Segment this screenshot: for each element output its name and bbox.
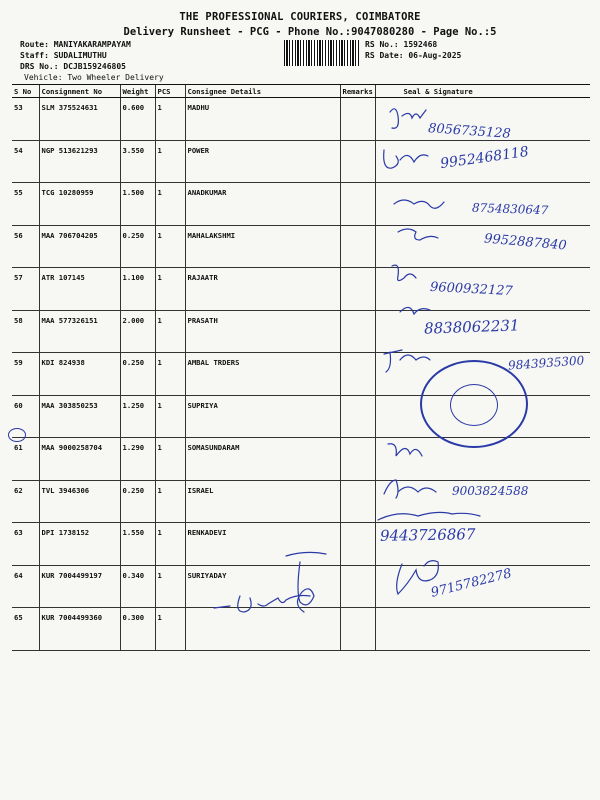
cell-consignment: MAA 577326151 — [39, 310, 120, 353]
cell-consignee: AMBAL TRDERS — [185, 353, 340, 396]
cell-weight: 1.250 — [120, 395, 155, 438]
signature-scribble — [400, 307, 430, 314]
cell-consignment: MAA 9000258704 — [39, 438, 120, 481]
cell-pcs: 1 — [155, 480, 185, 523]
cell-sno: 55 — [12, 183, 39, 226]
signature-scribble — [394, 200, 444, 208]
cell-weight: 1.550 — [120, 523, 155, 566]
circle-mark — [8, 428, 26, 442]
cell-consignment: TCG 10280959 — [39, 183, 120, 226]
cell-sno: 61 — [12, 438, 39, 481]
cell-consignment: DPI 1738152 — [39, 523, 120, 566]
cell-sno: 64 — [12, 565, 39, 608]
company-stamp — [420, 360, 528, 448]
cell-sno: 59 — [12, 353, 39, 396]
cell-weight: 0.340 — [120, 565, 155, 608]
signature-scribble — [286, 552, 326, 612]
cell-pcs: 1 — [155, 140, 185, 183]
column-header-consignee: Consignee Details — [185, 85, 340, 98]
cell-consignee: POWER — [185, 140, 340, 183]
cell-consignee: MADHU — [185, 98, 340, 141]
cell-weight: 1.290 — [120, 438, 155, 481]
column-header-sno: S No — [12, 85, 39, 98]
cell-consignee: RAJAATR — [185, 268, 340, 311]
cell-consignment: KUR 7004499360 — [39, 608, 120, 651]
handwritten-phone: 9952887840 — [483, 231, 568, 254]
handwritten-phone: 9003824588 — [452, 484, 529, 498]
cell-pcs: 1 — [155, 98, 185, 141]
cell-consignee: SUPRIYA — [185, 395, 340, 438]
signature-scribble — [398, 229, 438, 240]
handwritten-phone: 9715782278 — [429, 566, 514, 601]
column-header-remarks: Remarks — [340, 85, 375, 98]
drs-number: DRS No.: DCJB159246805 — [20, 62, 126, 71]
cell-pcs: 1 — [155, 310, 185, 353]
cell-sno: 58 — [12, 310, 39, 353]
cell-pcs: 1 — [155, 395, 185, 438]
cell-weight: 0.250 — [120, 480, 155, 523]
staff-label: Staff: SUDALIMUTHU — [20, 51, 107, 60]
cell-consignment: ATR 107145 — [39, 268, 120, 311]
cell-consignee: ISRAEL — [185, 480, 340, 523]
cell-weight: 0.600 — [120, 98, 155, 141]
rs-number: RS No.: 1592468 — [365, 40, 438, 49]
signature-scribble — [390, 109, 426, 128]
cell-weight: 1.500 — [120, 183, 155, 226]
cell-consignment: MAA 706704205 — [39, 225, 120, 268]
signature-scribble — [392, 265, 416, 280]
cell-consignment: MAA 303850253 — [39, 395, 120, 438]
cell-consignee: RENKADEVI — [185, 523, 340, 566]
cell-consignee: SURIYADAY — [185, 565, 340, 608]
route-label: Route: MANIYAKARAMPAYAM — [20, 40, 131, 49]
handwritten-phone: 9443726867 — [379, 525, 476, 545]
cell-weight: 0.300 — [120, 608, 155, 651]
column-header-signature: Seal & Signature — [375, 85, 590, 98]
handwritten-phone: 9600932127 — [429, 279, 514, 300]
cell-sno: 60 — [12, 395, 39, 438]
cell-consignee: SOMASUNDARAM — [185, 438, 340, 481]
handwritten-phone: 8754830647 — [471, 200, 549, 218]
cell-sno: 65 — [12, 608, 39, 651]
signature-scribble — [378, 512, 480, 520]
cell-sno: 63 — [12, 523, 39, 566]
signature-scribble — [384, 350, 430, 372]
cell-consignee: PRASATH — [185, 310, 340, 353]
cell-consignment: KDI 824938 — [39, 353, 120, 396]
cell-sno: 54 — [12, 140, 39, 183]
column-header-consignment: Consignment No — [39, 85, 120, 98]
cell-pcs: 1 — [155, 608, 185, 651]
cell-sno: 56 — [12, 225, 39, 268]
cell-pcs: 1 — [155, 523, 185, 566]
runsheet-subtitle: Delivery Runsheet - PCG - Phone No.:9047080280 - Page No.:5 — [123, 26, 497, 38]
handwritten-phone: 9952468118 — [439, 143, 530, 173]
signature-scribble — [214, 596, 310, 613]
cell-consignment: KUR 7004499197 — [39, 565, 120, 608]
vehicle-label: Vehicle: Two Wheeler Delivery — [24, 73, 164, 82]
handwritten-phone: 8838062231 — [423, 316, 520, 338]
cell-weight: 0.250 — [120, 225, 155, 268]
column-header-weight: Weight — [120, 85, 155, 98]
signature-scribble — [397, 561, 439, 594]
cell-consignee: MAHALAKSHMI — [185, 225, 340, 268]
cell-pcs: 1 — [155, 268, 185, 311]
cell-weight: 1.100 — [120, 268, 155, 311]
cell-weight: 2.000 — [120, 310, 155, 353]
cell-pcs: 1 — [155, 225, 185, 268]
cell-pcs: 1 — [155, 183, 185, 226]
cell-consignment: NGP 513621293 — [39, 140, 120, 183]
handwritten-phone: 8056735128 — [427, 121, 512, 142]
signature-scribble — [384, 480, 436, 498]
cell-pcs: 1 — [155, 438, 185, 481]
cell-pcs: 1 — [155, 353, 185, 396]
cell-weight: 0.250 — [120, 353, 155, 396]
signature-scribble — [384, 150, 428, 168]
cell-consignment: TVL 3946306 — [39, 480, 120, 523]
document-title: THE PROFESSIONAL COURIERS, COIMBATORE — [179, 11, 421, 23]
column-header-pcs: PCS — [155, 85, 185, 98]
cell-weight: 3.550 — [120, 140, 155, 183]
handwritten-phone: 9843935300 — [507, 353, 585, 373]
cell-sno: 57 — [12, 268, 39, 311]
signature-scribble — [388, 444, 422, 456]
rs-date: RS Date: 06-Aug-2025 — [365, 51, 462, 60]
cell-pcs: 1 — [155, 565, 185, 608]
cell-consignment: SLM 375524631 — [39, 98, 120, 141]
cell-sno: 62 — [12, 480, 39, 523]
cell-sno: 53 — [12, 98, 39, 141]
cell-consignee: ANADKUMAR — [185, 183, 340, 226]
